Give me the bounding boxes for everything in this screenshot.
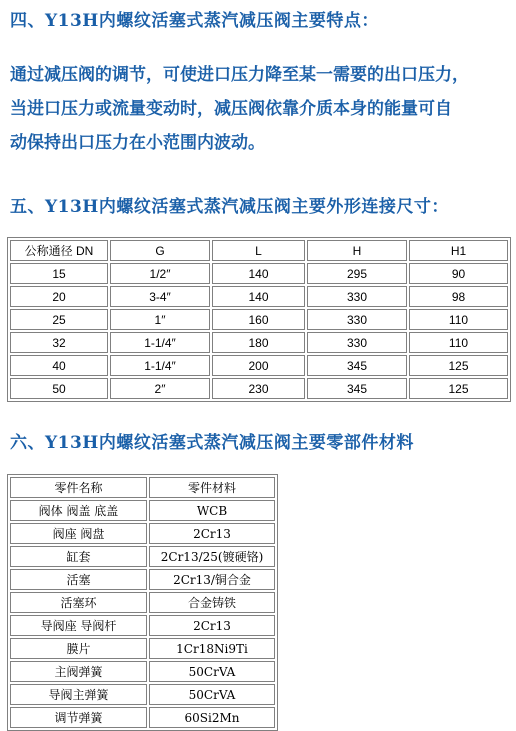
table-cell: 98 — [409, 286, 508, 307]
section4-heading: 四、Y13H内螺纹活塞式蒸汽减压阀主要特点： — [10, 11, 379, 31]
header-cell: G — [110, 240, 210, 261]
table-cell: WCB — [149, 500, 275, 521]
table-row — [10, 684, 275, 705]
table-cell: 2Cr13/铜合金 — [149, 569, 275, 590]
table-cell: 调节弹簧 — [10, 707, 147, 728]
header-cell: H — [307, 240, 407, 261]
table-cell: 330 — [307, 286, 407, 307]
table-row — [10, 638, 275, 659]
header-cell: 零件材料 — [149, 477, 275, 498]
table-row — [10, 355, 508, 376]
table-cell: 主阀弹簧 — [10, 661, 147, 682]
table-cell: 合金铸铁 — [149, 592, 275, 613]
table-row — [10, 661, 275, 682]
section6-heading: 六、Y13H内螺纹活塞式蒸汽减压阀主要零部件材料 — [10, 433, 414, 453]
table-row — [10, 569, 275, 590]
table-cell: 295 — [307, 263, 407, 284]
table-cell: 140 — [212, 286, 305, 307]
table-cell: 345 — [307, 378, 407, 399]
table-cell: 60Si2Mn — [149, 707, 275, 728]
table-cell: 1-1/4″ — [110, 332, 210, 353]
section4-paragraph — [10, 58, 510, 160]
table-row — [10, 378, 508, 399]
table-cell: 330 — [307, 309, 407, 330]
table-row — [10, 500, 275, 521]
materials-table — [7, 474, 278, 731]
table-cell: 2Cr13 — [149, 615, 275, 636]
table-cell: 345 — [307, 355, 407, 376]
table-cell: 活塞 — [10, 569, 147, 590]
table-cell: 导阀主弹簧 — [10, 684, 147, 705]
paragraph-line: 动保持出口压力在小范围内波动。 — [10, 133, 265, 153]
paragraph-line: 通过减压阀的调节，可使进口压力降至某一需要的出口压力， — [10, 65, 469, 85]
table-cell: 导阀座 导阀杆 — [10, 615, 147, 636]
table-cell: 1Cr18Ni9Ti — [149, 638, 275, 659]
header-cell: H1 — [409, 240, 508, 261]
table-cell: 125 — [409, 378, 508, 399]
table-cell: 2″ — [110, 378, 210, 399]
table-cell: 160 — [212, 309, 305, 330]
table-cell: 50CrVA — [149, 661, 275, 682]
table-cell: 230 — [212, 378, 305, 399]
table-cell: 2Cr13 — [149, 523, 275, 544]
table-cell: 180 — [212, 332, 305, 353]
table-cell: 25 — [10, 309, 108, 330]
table-cell: 110 — [409, 332, 508, 353]
table-cell: 50 — [10, 378, 108, 399]
table-row — [10, 286, 508, 307]
table-cell: 20 — [10, 286, 108, 307]
table-row — [10, 309, 508, 330]
table-cell: 330 — [307, 332, 407, 353]
table-row — [10, 523, 275, 544]
table-cell: 140 — [212, 263, 305, 284]
table-cell: 阀体 阀盖 底盖 — [10, 500, 147, 521]
table-row — [10, 332, 508, 353]
section5-heading: 五、Y13H内螺纹活塞式蒸汽减压阀主要外形连接尺寸： — [10, 197, 449, 217]
table-row — [10, 615, 275, 636]
table-cell: 90 — [409, 263, 508, 284]
table-cell: 110 — [409, 309, 508, 330]
table-cell: 缸套 — [10, 546, 147, 567]
table-row — [10, 263, 508, 284]
table-cell: 125 — [409, 355, 508, 376]
paragraph-line: 当进口压力或流量变动时，减压阀依靠介质本身的能量可自 — [10, 99, 452, 119]
table-cell: 膜片 — [10, 638, 147, 659]
dimensions-table — [7, 237, 511, 402]
table-cell: 3-4″ — [110, 286, 210, 307]
table-row — [10, 546, 275, 567]
table-header-row — [10, 240, 508, 261]
table-cell: 2Cr13/25(镀硬铬) — [149, 546, 275, 567]
header-cell: L — [212, 240, 305, 261]
table-row — [10, 592, 275, 613]
table-cell: 活塞环 — [10, 592, 147, 613]
table-cell: 32 — [10, 332, 108, 353]
table-cell: 1/2″ — [110, 263, 210, 284]
table-cell: 1-1/4″ — [110, 355, 210, 376]
table-cell: 50CrVA — [149, 684, 275, 705]
table-header-row — [10, 477, 275, 498]
header-cell: 零件名称 — [10, 477, 147, 498]
table-cell: 阀座 阀盘 — [10, 523, 147, 544]
table-cell: 40 — [10, 355, 108, 376]
header-cell: 公称通径 DN — [10, 240, 108, 261]
table-cell: 15 — [10, 263, 108, 284]
table-cell: 200 — [212, 355, 305, 376]
table-cell: 1″ — [110, 309, 210, 330]
